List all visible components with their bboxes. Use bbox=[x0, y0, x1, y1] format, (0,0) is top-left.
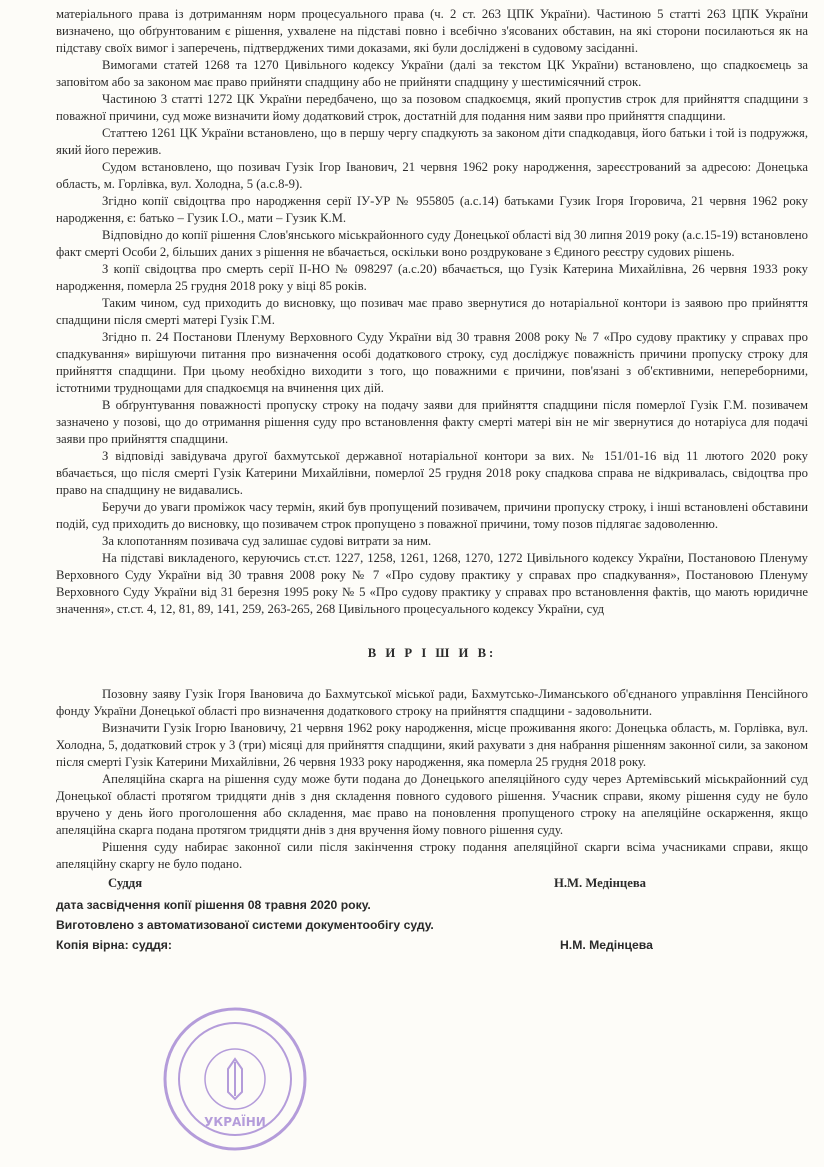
paragraph: Згідно копії свідоцтва про народження серії ІУ-УР № 955805 (а.с.14) батьками Гузик Ігоря Ігоровича, 21 червня 1962 року народження, є: батько – Гузик І.О., мати – Гузик К.М. bbox=[56, 194, 808, 225]
paragraph: матеріального права із дотриманням норм процесуального права (ч. 2 ст. 263 ЦПК України). Частиною 5 статті 263 ЦПК України визначено, що обґрунтованим є рішення, ухвалене на підставі повно і всебічно з'ясованих обставин, на які сторони посилаються як на підставу своїх вимог і заперечень, підтверджених тими доказами, які були досліджені в судовому засіданні. bbox=[56, 7, 808, 55]
paragraph: Згідно п. 24 Постанови Пленуму Верховного Суду України від 30 травня 2008 року № 7 «Про судову практику у справах про спадкування» вирішуючи питання про визначення особі додаткового строку, суд досліджує поважність причини пропуску строку для прийняття спадщини. При цьому необхідно виходити з того, що поважними є причини, пов'язані з об'єктивними, непереборними, істотними труднощами для спадкоємця на вчинення цих дій. bbox=[56, 330, 808, 395]
decision-body bbox=[56, 6, 808, 618]
copy-certified-name: Н.М. Медінцева bbox=[560, 938, 653, 952]
signature-row bbox=[56, 875, 808, 894]
certification-date: дата засвідчення копії рішення 08 травня 2020 року. bbox=[56, 898, 371, 912]
paragraph: Відповідно до копії рішення Слов'янського міськрайонного суду Донецької області від 30 липня 2019 року (а.с.15-19) встановлено факт смерті Особи 2, більших даних з рішення не вбачається, оскільки воно роздруковане з Єдиного реєстру судових рішень. bbox=[56, 228, 808, 259]
paragraph: Таким чином, суд приходить до висновку, що позивач має право звернутися до нотаріальної контори із заявою про прийняття спадщини після смерті матері Гузік Г.М. bbox=[56, 296, 808, 327]
copy-certified-row bbox=[56, 936, 808, 956]
judge-name: Н.М. Медінцева bbox=[554, 876, 647, 890]
certification-footer bbox=[56, 896, 808, 956]
court-seal-icon bbox=[160, 1004, 310, 1154]
resolution-paragraph: Визначити Гузік Ігорю Івановичу, 21 червня 1962 року народження, місце проживання якого: Донецька область, м. Горлівка, вул. Холодна, 5, додатковий строк у 3 (три) місяці для прийняття спадщини, який рахувати з дня набрання рішенням законної сили, за законом після смерті Гузік Катерини Михайлівни, 26 червня 1933 року народження, яка померла 25 грудня 2018 року. bbox=[56, 721, 808, 769]
judge-label: Суддя bbox=[108, 876, 143, 890]
paragraph: З відповіді завідувача другої бахмутської державної нотаріальної контори за вих. № 151/01-16 від 11 лютого 2020 року вбачається, що після смерті Гузік Катерини Михайлівни, померлої 25 грудня 2018 року спадкова справа не відкривалась, свідоцтва про право на спадщину не видавались. bbox=[56, 449, 808, 497]
paragraph: В обґрунтування поважності пропуску строку на подачу заяви для прийняття спадщини після померлої Гузік Г.М. позивачем зазначено у позові, що до отримання рішення суду про встановлення факту смерті матері він не міг звернутися до нотаріуса для подачі заяви про прийняття спадщини. bbox=[56, 398, 808, 446]
paragraph: Вимогами статей 1268 та 1270 Цивільного кодексу України (далі за текстом ЦК України) встановлено, що спадкоємець за заповітом або за законом має право прийняти спадщину або не прийняти спадщину у шестимісячний строк. bbox=[56, 58, 808, 89]
paragraph: На підставі викладеного, керуючись ст.ст. 1227, 1258, 1261, 1268, 1270, 1272 Цивільного кодексу України, Постановою Пленуму Верховного Суду України від 30 травня 2008 року № 7 «Про судову практику у справах про спадкування», Постановою Пленуму Верховного Суду України від 31 березня 1995 року № 5 «Про судову практику у справах про встановлення фактів, що мають юридичне значення», ст.ст. 4, 12, 81, 89, 141, 259, 263-265, 268 Цивільного процесуального кодексу України, суд bbox=[56, 551, 808, 616]
resolution-paragraph: Рішення суду набирає законної сили після закінчення строку подання апеляційної скарги всіма учасниками справи, якщо апеляційну скаргу не було подано. bbox=[56, 840, 808, 871]
paragraph: Судом встановлено, що позивач Гузік Ігор Іванович, 21 червня 1962 року народження, зареєстрований за адресою: Донецька область, м. Горлівка, вул. Холодна, 5 (а.с.8-9). bbox=[56, 160, 808, 191]
paragraph: За клопотанням позивача суд залишає судові витрати за ним. bbox=[102, 534, 432, 548]
copy-certified-label: Копія вірна: суддя: bbox=[56, 938, 172, 952]
paragraph: Статтею 1261 ЦК України встановлено, що в першу чергу спадкують за законом діти спадкодавця, його батьки і той із подружжя, який його пережив. bbox=[56, 126, 808, 157]
resolution-paragraph: Позовну заяву Гузік Ігоря Івановича до Бахмутської міської ради, Бахмутсько-Лиманського об'єднаного управління Пенсійного фонду України Донецької області про визначення додаткового строку на прийняття спадщини - задовольнити. bbox=[56, 687, 808, 718]
paragraph: З копії свідоцтва про смерть серії ІІ-НО № 098297 (а.с.20) вбачається, що Гузік Катерина Михайлівна, 26 червня 1933 року народження, померла 25 грудня 2018 року у віці 85 років. bbox=[56, 262, 808, 293]
resolution-section bbox=[56, 686, 808, 873]
decision-heading: В И Р І Ш И В: bbox=[367, 646, 497, 660]
paragraph: Частиною 3 статті 1272 ЦК України передбачено, що за позовом спадкоємця, який пропустив строк для прийняття спадщини з поважної причини, суд може визначити йому додатковий строк, достатній для подання ним заяви про прийняття спадщини. bbox=[56, 92, 808, 123]
document-page bbox=[56, 6, 808, 956]
seal-text: УКРАЇНИ bbox=[204, 1115, 266, 1129]
paragraph: Беручи до уваги проміжок часу термін, який був пропущений позивачем, причини пропуску строку, і інші встановлені обставини подій, суд приходить до висновку, що позивачем строк пропущено з поважної причини, тому позов підлягає задоволенню. bbox=[56, 500, 808, 531]
resolution-paragraph: Апеляційна скарга на рішення суду може бути подана до Донецького апеляційного суду через Артемівський міськрайонний суд Донецької області протягом тридцяти днів з дня складення повного судового рішення. Учасник справи, якому рішення суду не було вручено у день його проголошення або складення, має право на поновлення пропущеного строку на апеляційне оскарження, якщо апеляційна скарга подана протягом тридцяти днів з дня вручення йому повного рішення суду. bbox=[56, 772, 808, 837]
system-note: Виготовлено з автоматизованої системи документообігу суду. bbox=[56, 918, 434, 932]
